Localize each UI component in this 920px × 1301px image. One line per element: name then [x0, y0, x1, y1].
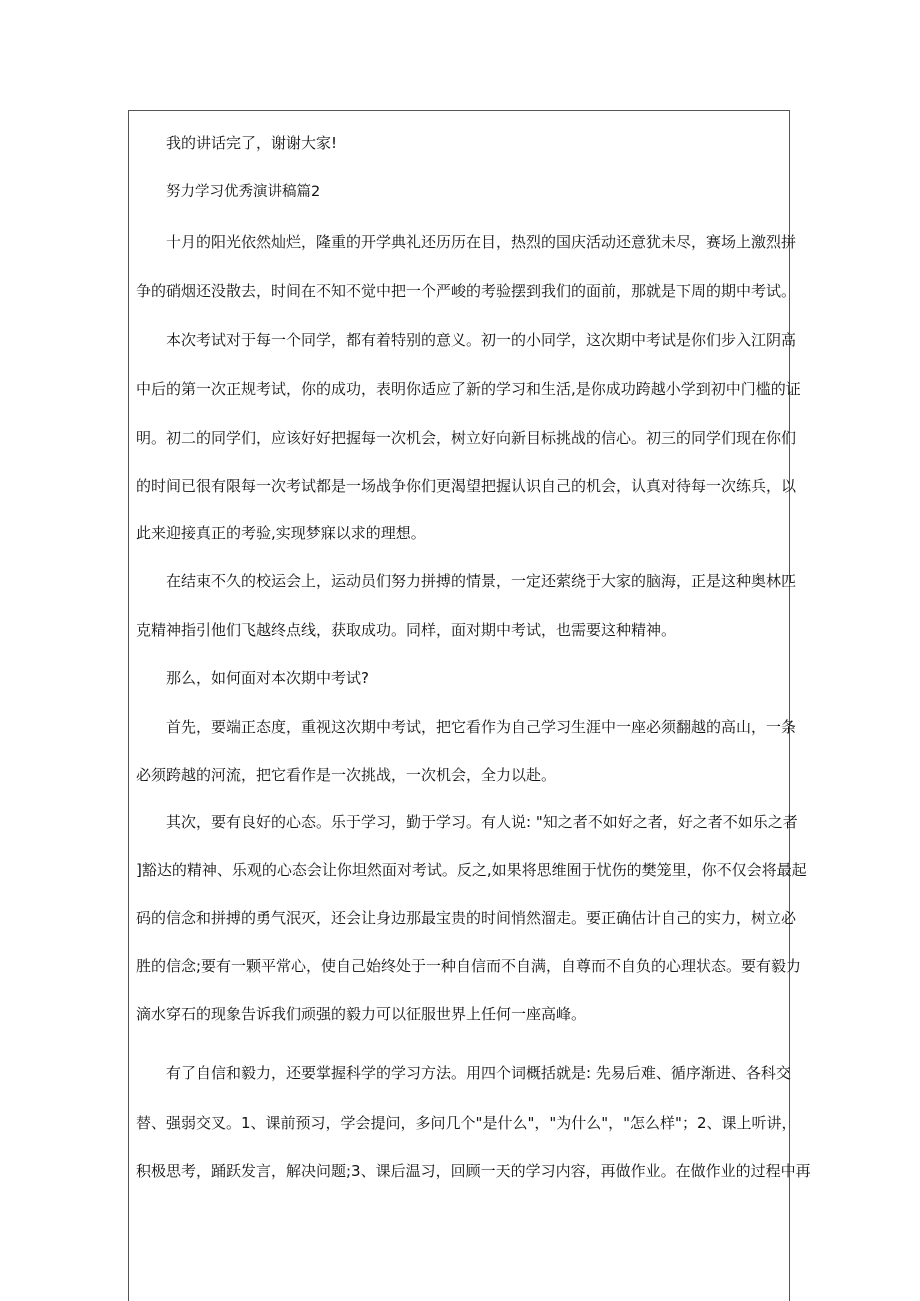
- paragraph-line: 中后的第一次正规考试，你的成功，表明你适应了新的学习和生活,是你成功跨越小学到初中门槛的证: [136, 380, 801, 398]
- paragraph-line: 本次考试对于每一个同学，都有着特别的意义。初一的小同学，这次期中考试是你们步入江阴高: [166, 331, 797, 349]
- paragraph-line: 十月的阳光依然灿烂，隆重的开学典礼还历历在目，热烈的国庆活动还意犹未尽，赛场上激烈拼: [166, 233, 797, 251]
- paragraph-line: 积极思考，踊跃发言，解决问题;3、课后温习，回顾一天的学习内容，再做作业。在做作业的过程中再: [136, 1162, 811, 1180]
- paragraph-line: ]豁达的精神、乐观的心态会让你坦然面对考试。反之,如果将思维囿于忧伤的樊笼里，你不仅会将最起: [136, 861, 807, 879]
- paragraph-line: 克精神指引他们飞越终点线，获取成功。同样，面对期中考试，也需要这种精神。: [136, 621, 677, 639]
- section-title: 努力学习优秀演讲稿篇2: [166, 184, 321, 200]
- paragraph-line: 争的硝烟还没散去，时间在不知不觉中把一个严峻的考验摆到我们的面前，那就是下周的期中考试。: [136, 282, 797, 300]
- paragraph-line: 替、强弱交叉。1、课前预习，学会提问，多问几个"是什么"，"为什么"，"怎么样"；2、课上听讲，: [136, 1114, 797, 1132]
- paragraph-line: 在结束不久的校运会上，运动员们努力拼搏的情景，一定还萦绕于大家的脑海，正是这种奥林匹: [166, 572, 797, 590]
- paragraph-line: 有了自信和毅力，还要掌握科学的学习方法。用四个词概括就是: 先易后难、循序渐进、各科交: [166, 1064, 791, 1082]
- closing-line: 我的讲话完了，谢谢大家!: [166, 134, 338, 152]
- paragraph-line: 的时间已很有限每一次考试都是一场战争你们更渴望把握认识自己的机会，认真对待每一次练兵，以: [136, 477, 797, 495]
- paragraph-line: 码的信念和拼搏的勇气泯灭，还会让身边那最宝贵的时间悄然溜走。要正确估计自己的实力，树立必: [136, 909, 797, 927]
- paragraph-line: 滴水穿石的现象告诉我们顽强的毅力可以征服世界上任何一座高峰。: [136, 1005, 587, 1023]
- paragraph-line: 必须跨越的河流，把它看作是一次挑战，一次机会，全力以赴。: [136, 766, 557, 784]
- paragraph-line: 胜的信念;要有一颗平常心，使自己始终处于一种自信而不自满，自尊而不自负的心理状态。要有毅力: [136, 957, 802, 975]
- paragraph-line: 首先，要端正态度，重视这次期中考试，把它看作为自己学习生涯中一座必须翻越的高山，一条: [166, 718, 797, 736]
- paragraph-line: 其次，要有良好的心态。乐于学习，勤于学习。有人说: "知之者不如好之者，好之者不如乐之者: [166, 813, 798, 831]
- paragraph-line: 那么，如何面对本次期中考试?: [166, 669, 369, 687]
- paragraph-line: 此来迎接真正的考验,实现梦寐以求的理想。: [136, 524, 426, 542]
- paragraph-line: 明。初二的同学们，应该好好把握每一次机会，树立好向新目标挑战的信心。初三的同学们现在你们: [136, 429, 797, 447]
